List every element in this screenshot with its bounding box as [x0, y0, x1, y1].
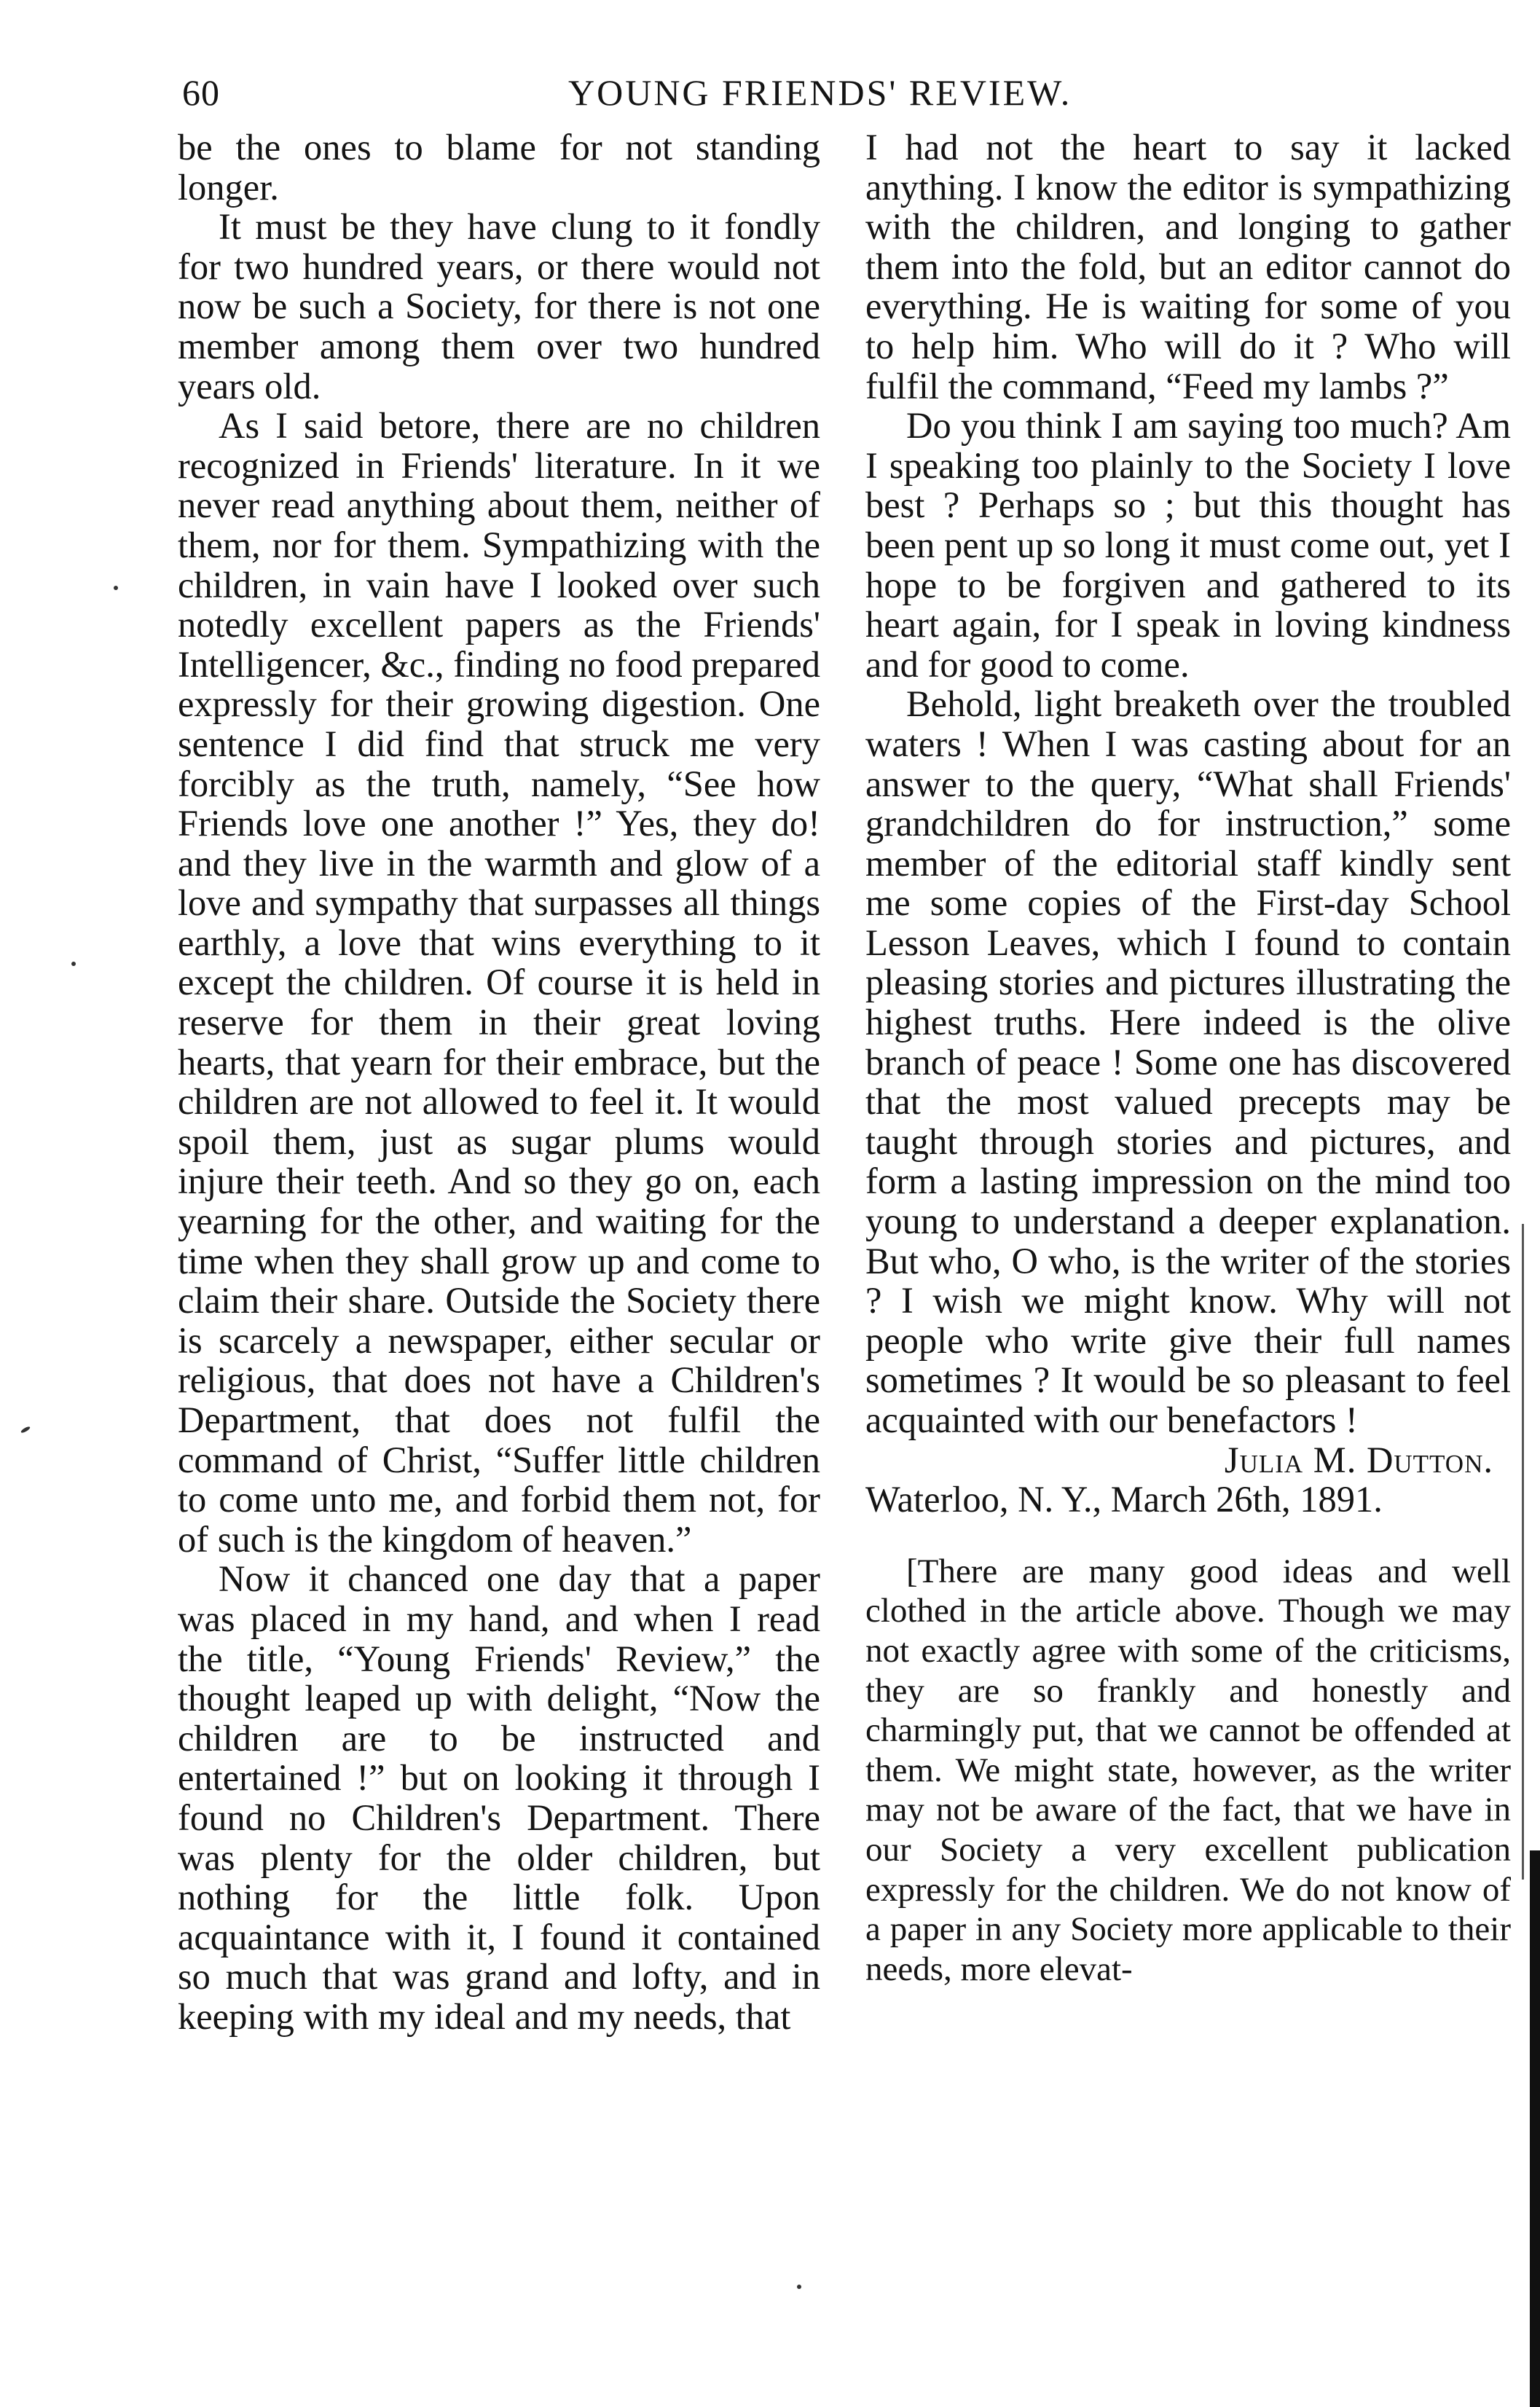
running-head: [175, 71, 1515, 122]
paragraph: It must be they have clung to it fondly for two hundred years, or there would not now be such a Society, for there is not one member among them over two hundred years old.: [178, 206, 820, 407]
paragraph: Do you think I am saying too much? Am I speaking too plainly to the Society I love best ? Perhaps so ; but this thought has been pent up so long it must come out, yet I hope to be forgiven and gathered to its heart again, for I speak in loving kindness and for good to come.: [865, 405, 1511, 685]
section-gap: [865, 1520, 1511, 1552]
page-number: 60: [182, 72, 220, 113]
journal-title: YOUNG FRIENDS' REVIEW.: [568, 72, 1072, 113]
paragraph: Now it chanced one day that a paper was placed in my hand, and when I read the title, “Young Friends' Review,” the thought leaped up with delight, “Now the children are to be instructed and entertained !” but on looking it through I found no Children's Department. There was plenty for the older children, but nothing for the little folk. Upon acquaintance with it, I found it contained so much that was grand and lofty, and in keeping with my ideal and my needs, that: [178, 1558, 820, 2037]
paragraph: Behold, light breaketh over the troubled waters ! When I was casting about for an answer to the query, “What shall Friends' grandchildren do for instruction,” some member of the editorial staff kindly sent me some copies of the First-day School Lesson Leaves, which I found to contain pleasing stories and pictures illustrating the highest truths. Here indeed is the olive branch of peace ! Some one has discovered that the most valued precepts may be taught through stories and pictures, and form a lasting impression on the mind too young to understand a deeper explanation. But who, O who, is the writer of the stories ? I wish we might know. Why will not people who write give their full names sometimes ? It would be so pleasant to feel acquainted with our benefactors !: [865, 683, 1511, 1440]
left-column: [178, 127, 820, 2037]
scan-edge-shadow: [1530, 1850, 1540, 2407]
paragraph: As I said betore, there are no children recognized in Friends' literature. In it we never read anything about them, neither of them, nor for them. Sympathizing with the children, in vain have I looked over such notedly excellent papers as the Friends' Intelligencer, &c., finding no food prepared expressly for their growing digestion. One sentence I did find that struck me very forcibly as the truth, namely, “See how Friends love one another !” Yes, they do! and they live in the warmth and glow of a love and sympathy that surpasses all things earthly, a love that wins everything to it except the children. Of course it is held in reserve for them in their great loving hearts, that yearn for their embrace, but the children are not allowed to feel it. It would spoil them, just as sugar plums would injure their teeth. And so they go on, each yearning for the other, and waiting for the time when they shall grow up and come to claim their share. Outside the Society there is scarcely a newspaper, either secular or religious, that does not have a Children's Department, that does not fulfil the command of Christ, “Suffer little children to come unto me, and forbid them not, for of such is the kingdom of heaven.”: [178, 405, 820, 1560]
editor-note: [There are many good ideas and well clothed in the article above. Though we may not exactly agree with some of the criticisms, they are so frankly and honestly and charmingly put, that we cannot be offended at them. We might state, however, as the writer may not be aware of the fact, that we have in our Society a very excellent publication expressly for the children. We do not know of a paper in any Society more applicable to their needs, more elevat-: [865, 1552, 1511, 1988]
paragraph: be the ones to blame for not standing longer.: [178, 127, 820, 208]
dateline: Waterloo, N. Y., March 26th, 1891.: [865, 1479, 1383, 1520]
scan-edge-line: [1522, 1224, 1524, 1880]
right-column: [865, 127, 1511, 1989]
author-signature: Julia M. Dutton.: [1224, 1439, 1493, 1480]
paragraph: I had not the heart to say it lacked anything. I know the editor is sympathizing with the children, and longing to gather them into the fold, but an editor cannot do everything. He is waiting for some of you to help him. Who will do it ? Who will fulfil the command, “Feed my lambs ?”: [865, 127, 1511, 407]
